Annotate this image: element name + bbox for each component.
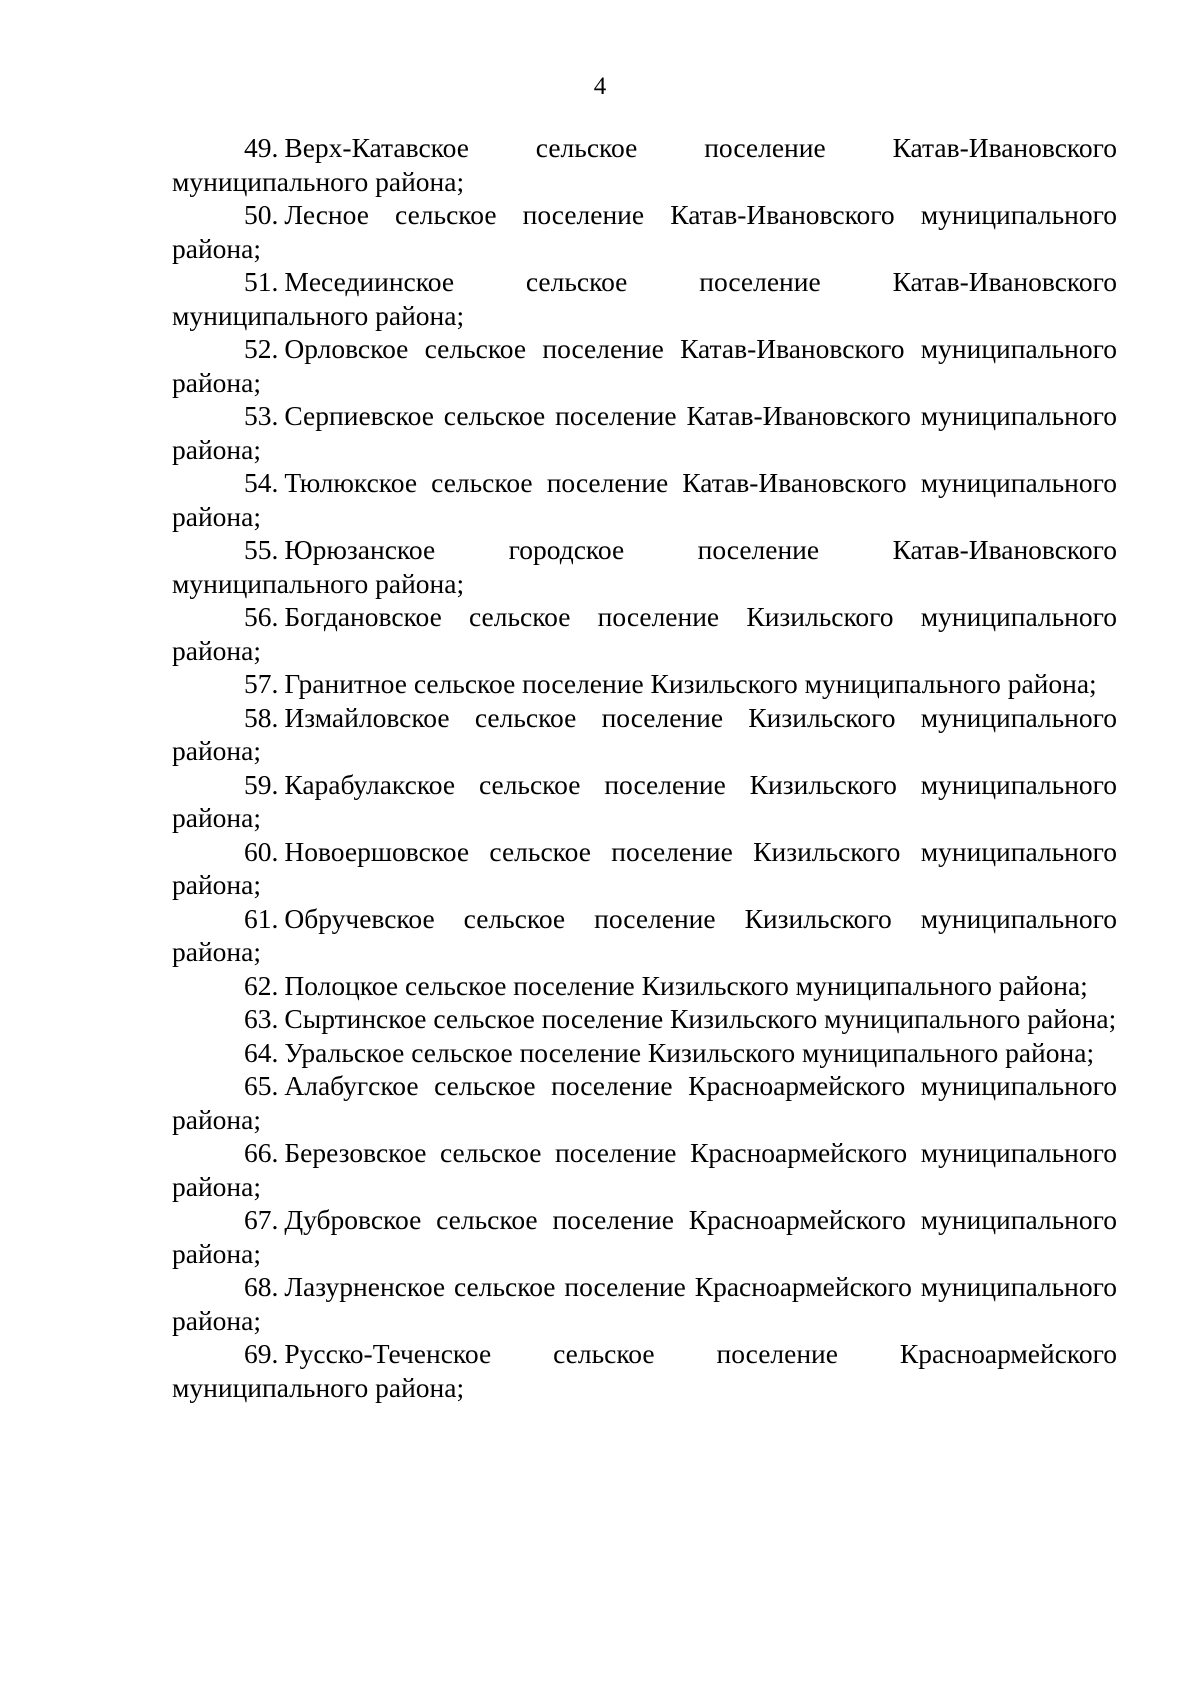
list-item xyxy=(172,1069,1117,1136)
page-number: 4 xyxy=(593,73,607,100)
item-text: Уральское сельское поселение Кизильского муниципального района; xyxy=(284,1036,1095,1068)
item-number: 63. xyxy=(244,1003,279,1034)
item-text: Мeседиинское сельское поселение Катав-Ивановского муниципального района; xyxy=(172,266,1117,331)
item-text: Юрюзанское городское поселение Катав-Ивановского муниципального района; xyxy=(172,534,1117,599)
item-text: Дубровское сельское поселение Красноармейского муниципального района; xyxy=(172,1204,1117,1269)
list-item xyxy=(172,265,1117,332)
list-item xyxy=(172,1203,1117,1270)
item-number: 51. xyxy=(244,266,279,297)
item-number: 57. xyxy=(244,668,279,699)
item-number: 55. xyxy=(244,534,279,565)
item-text: Лесное сельское поселение Катав-Ивановского муниципального района; xyxy=(172,199,1117,264)
item-text: Лазурненское сельское поселение Красноармейского муниципального района; xyxy=(172,1271,1117,1336)
item-number: 69. xyxy=(244,1338,279,1369)
item-number: 68. xyxy=(244,1271,279,1302)
list-item xyxy=(172,399,1117,466)
list-item xyxy=(172,198,1117,265)
item-text: Верх-Катавское сельское поселение Катав-Ивановского муниципального района; xyxy=(172,132,1117,197)
item-text: Сыртинское сельское поселение Кизильского муниципального района; xyxy=(284,1003,1117,1034)
list-item xyxy=(172,701,1117,768)
item-number: 58. xyxy=(244,701,279,733)
item-text: Богдановское сельское поселение Кизильского муниципального района; xyxy=(172,601,1117,666)
item-number: 61. xyxy=(244,902,279,934)
item-text: Обручевское сельское поселение Кизильского муниципального района; xyxy=(172,902,1117,967)
list-item xyxy=(172,902,1117,969)
item-number: 50. xyxy=(244,199,279,230)
list-item xyxy=(172,1002,1117,1036)
item-number: 64. xyxy=(244,1036,279,1068)
list-item xyxy=(172,131,1117,198)
item-number: 66. xyxy=(244,1137,279,1168)
item-number: 60. xyxy=(244,835,279,867)
list-item xyxy=(172,533,1117,600)
item-number: 59. xyxy=(244,768,279,800)
item-number: 54. xyxy=(244,467,279,498)
list-item xyxy=(172,1136,1117,1203)
item-number: 53. xyxy=(244,400,279,431)
list-item xyxy=(172,600,1117,667)
item-number: 62. xyxy=(244,969,279,1001)
item-number: 67. xyxy=(244,1204,279,1235)
item-number: 56. xyxy=(244,601,279,632)
item-number: 65. xyxy=(244,1070,279,1101)
list-item xyxy=(172,667,1117,701)
item-number: 52. xyxy=(244,333,279,364)
item-text: Полоцкое сельское поселение Кизильского муниципального района; xyxy=(284,969,1088,1001)
item-text: Измайловское сельское поселение Кизильского муниципального района; xyxy=(172,701,1117,766)
item-text: Алабугское сельское поселение Красноармейского муниципального района; xyxy=(172,1070,1117,1135)
list-item xyxy=(172,1337,1117,1404)
item-text: Гранитное сельское поселение Кизильского муниципального района; xyxy=(284,668,1097,699)
settlement-list xyxy=(172,131,1117,1404)
list-item xyxy=(172,466,1117,533)
item-text: Тюлюкское сельское поселение Катав-Ивановского муниципального района; xyxy=(172,467,1117,532)
item-text: Серпиевское сельское поселение Катав-Ивановского муниципального района; xyxy=(172,400,1117,465)
list-item xyxy=(172,332,1117,399)
list-item xyxy=(172,1270,1117,1337)
item-text: Орловское сельское поселение Катав-Ивановского муниципального района; xyxy=(172,333,1117,398)
list-item xyxy=(172,835,1117,902)
item-text: Карабулакское сельское поселение Кизильского муниципального района; xyxy=(172,768,1117,833)
item-text: Новоершовское сельское поселение Кизильского муниципального района; xyxy=(172,835,1117,900)
item-text: Березовское сельское поселение Красноармейского муниципального района; xyxy=(172,1137,1117,1202)
list-item xyxy=(172,969,1117,1003)
item-text: Русско-Теченское сельское поселение Красноармейского муниципального района; xyxy=(172,1338,1117,1403)
item-number: 49. xyxy=(244,132,279,163)
list-item xyxy=(172,1036,1117,1070)
list-item xyxy=(172,768,1117,835)
